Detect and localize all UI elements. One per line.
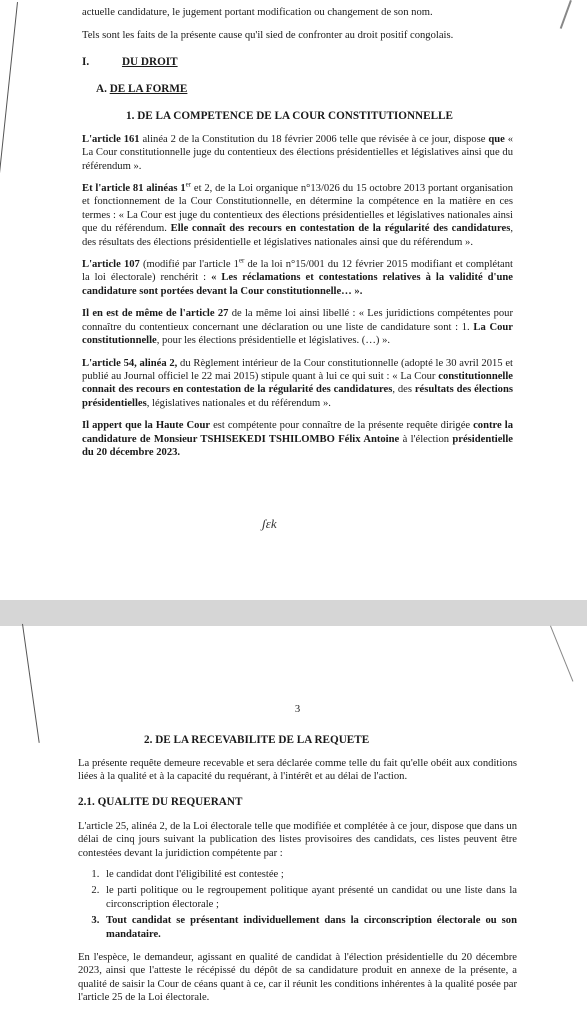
text: à l'élection bbox=[399, 433, 453, 445]
text: « La Cour constitutionnelle juge du contentieux des élections présidentielles et législatives ainsi que du référendum ». bbox=[82, 133, 513, 172]
text: présidentielle du 20 décembre 2023. bbox=[82, 433, 513, 458]
text: , pour les élections présidentielle et législatives. (…) ». bbox=[156, 335, 391, 347]
subsection-title: DE LA FORME bbox=[109, 82, 188, 95]
text: (modifié par l'article 1 bbox=[139, 259, 239, 271]
paragraph-article-27 bbox=[82, 307, 513, 347]
page-separator bbox=[0, 600, 587, 626]
paragraph-recevabilite: La présente requête demeure recevable et sera déclarée comme telle du fait qu'elle obéit aux conditions liées à la qualité et à la capacité du requérant, à l'intérêt et au délai de l'action. bbox=[78, 758, 517, 783]
paragraph-article-161 bbox=[82, 133, 513, 173]
paragraph-facts-conclusion bbox=[82, 29, 513, 42]
heading-qualite: 2.1. QUALITE DU REQUERANT bbox=[78, 795, 243, 808]
text: du Règlement intérieur de la Cour constitutionnelle (adopté le 30 avril 2015 et publié au Journal officiel le 22 mai 2015) stipule quant à lui ce qui suit : « La Cour bbox=[82, 357, 513, 382]
text: L'article 161 bbox=[82, 133, 140, 145]
text: Et l'article 81 alinéas 1 bbox=[82, 183, 186, 195]
paragraph-article-25: L'article 25, alinéa 2, de la Loi électorale telle que modifiée et complétée à ce jour, dispose que dans un délai de cinq jours suivant la publication des listes provisoires des candidats, ces listes peuvent être contestées devant la juridiction compétente par : bbox=[78, 820, 517, 859]
text: er bbox=[238, 256, 245, 265]
section-title: DU DROIT bbox=[121, 55, 178, 68]
paragraph-article-107 bbox=[82, 258, 513, 298]
text: L'article 54, alinéa 2, bbox=[82, 357, 178, 369]
text: alinéa 2 de la Constitution du 18 février 2006 telle que révisée à ce jour, dispose bbox=[139, 133, 489, 145]
text: Elle connaît des recours en contestation de la régularité des candidatures bbox=[170, 223, 511, 235]
text: de la même loi ainsi libellé : « Les juridictions compétentes pour connaître du contentieux concernant une déclaration ou une liste de candidature sont : 1. bbox=[82, 308, 514, 333]
text: La Cour constitutionnelle bbox=[82, 321, 513, 347]
paragraph-article-54 bbox=[82, 357, 513, 411]
heading-competence: 1. DE LA COMPETENCE DE LA COUR CONSTITUTIONNELLE bbox=[126, 109, 453, 122]
subsection-heading-forme bbox=[96, 82, 513, 96]
section-heading-du-droit bbox=[82, 55, 513, 69]
document-page-3 bbox=[0, 626, 587, 1024]
text: contre la candidature de Monsieur TSHISEKEDI TSHILOMBO Félix Antoine bbox=[82, 420, 513, 445]
text: , des résultats des élections présidentielle et législatives nationales ainsi que du référendum ». bbox=[82, 223, 513, 248]
text: « Les réclamations et contestations relatives à la validité d'une candidature sont portées devant la Cour constitutionnelle… ». bbox=[82, 272, 513, 297]
text: er bbox=[185, 180, 192, 189]
list-item: 2. le parti politique ou le regroupement politique ayant présenté un candidat ou une liste dans la circonscription électorale ; bbox=[102, 884, 517, 911]
list-item: 1. le candidat dont l'éligibilité est contestée ; bbox=[102, 868, 517, 881]
text: , législatives nationales et du référendum ». bbox=[146, 397, 331, 409]
text: actuelle candidature, le jugement portant modification ou changement de son nom. bbox=[82, 7, 433, 18]
text: est compétente pour connaître de la présente requête dirigée bbox=[210, 420, 474, 432]
paragraph-continuation bbox=[82, 6, 513, 19]
text: que bbox=[488, 133, 508, 145]
text: de la loi n°15/001 du 12 février 2015 modifiant et complétant la loi électorale) renchérit : bbox=[82, 259, 513, 284]
subsection-letter: A. bbox=[96, 82, 107, 95]
paragraph-en-espece: En l'espèce, le demandeur, agissant en qualité de candidat à l'élection présidentielle du 20 décembre 2023, ainsi que l'atteste le récépissé du dépôt de sa candidature produit en annexe de la présente, a qualité de saisir la Cour de céans quant à ce, car il réunit les conditions inhérentes à la qualité posée par l'article 25 de la Loi électorale. bbox=[78, 952, 517, 1004]
text: et 2, de la Loi organique n°13/026 du 15 octobre 2013 portant organisation et fonctionnement de la Cour Constitutionnelle, en détermine la compétence en la matière en ces termes : « La Cour est juge du contentieux des élections présidentielles et législatives nationales ainsi que du référendum. bbox=[82, 183, 513, 235]
list-item: 3. Tout candidat se présentant individuellement dans la circonscription électorale ou son mandataire. bbox=[102, 914, 517, 941]
section-number: I. bbox=[82, 55, 90, 68]
text: Tels sont les faits de la présente cause qu'il sied de confronter au droit positif congolais. bbox=[82, 30, 454, 42]
text: Il appert que la Haute Cour bbox=[82, 420, 211, 432]
handwritten-initials: ʃɛk bbox=[262, 516, 277, 531]
paragraph-article-81 bbox=[82, 182, 513, 249]
text: , des bbox=[392, 384, 415, 396]
text: résultats des élections présidentielles bbox=[82, 384, 513, 409]
heading-recevabilite: 2. DE LA RECEVABILITE DE LA REQUETE bbox=[144, 734, 370, 746]
text: Il en est de même de l'article 27 bbox=[82, 308, 229, 320]
paragraph-haute-cour bbox=[82, 419, 513, 459]
page-number: 3 bbox=[294, 704, 301, 715]
list-contestants bbox=[78, 868, 517, 941]
text: constitutionnelle connait des recours en contestation de la régularité des candidatures bbox=[82, 370, 513, 396]
text: L'article 107 bbox=[82, 259, 140, 271]
